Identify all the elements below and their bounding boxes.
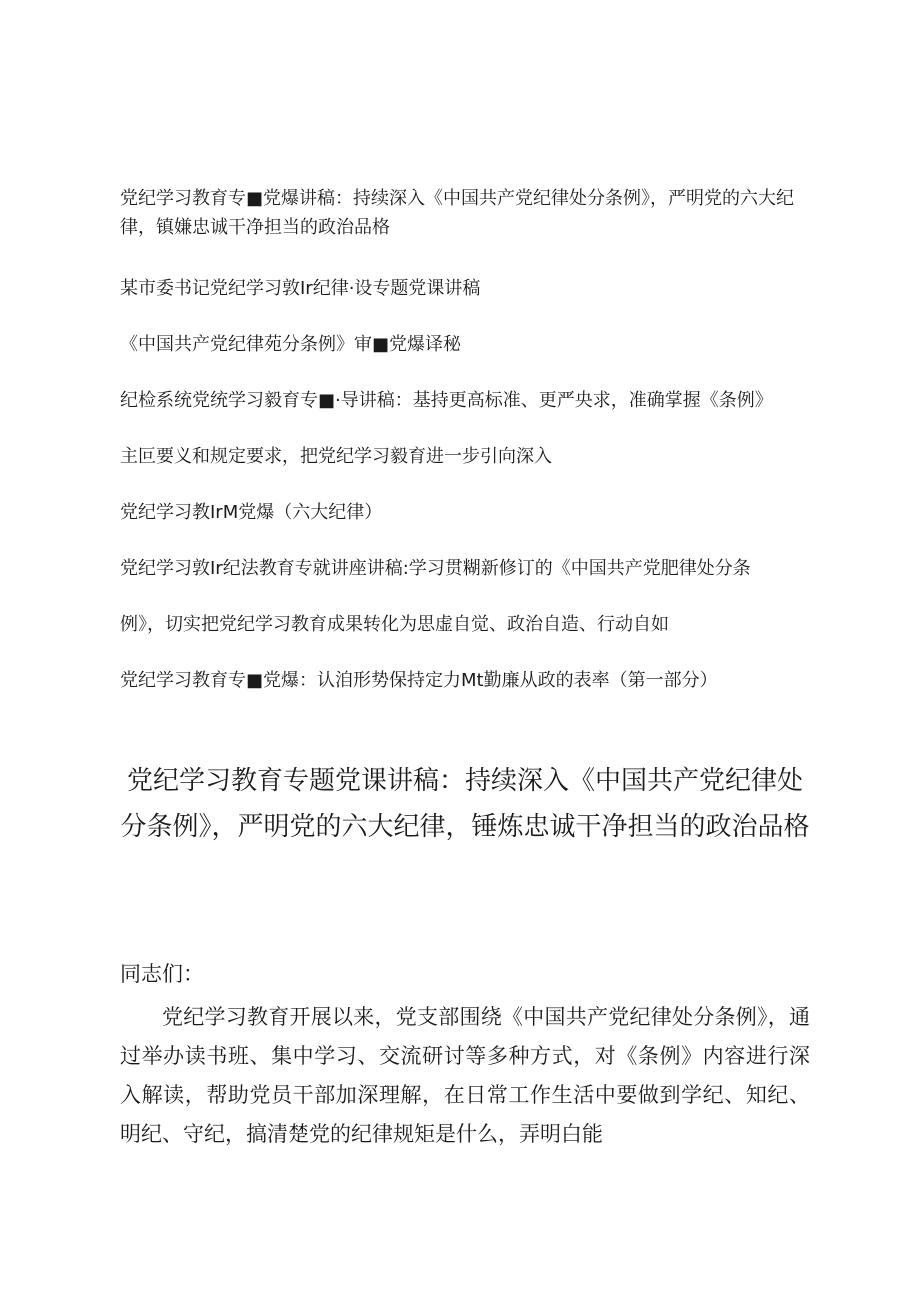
document-title: 党纪学习教育专题党课讲稿：持续深入《中国共产党纪律处分条例》，严明党的六大纪律，锤炼忠诚干净担当的政治品格 — [120, 766, 810, 842]
toc-entry[interactable]: 例》，切实把党纪学习教育成果转化为思虚自觉、政治自造、行动自如 — [120, 614, 669, 635]
toc-entry[interactable]: 纪检系统党统学习毅育专■·导讲稿：基持更高标准、更严央求，准确掌握《条例》 — [120, 390, 773, 411]
toc-entry[interactable]: 党纪学习教IrM党爆（六大纪律） — [120, 502, 383, 523]
body-paragraph: 党纪学习教育开展以来，党支部围绕《中国共产党纪律处分条例》，通过举办读书班、集中学习、交流研讨等多种方式，对《条例》内容进行深入解读，帮助党员干部加深理解，在日常工作生活中要做到学纪、知纪、明纪、守纪，搞清楚党的纪律规矩是什么，弄明白能 — [120, 1005, 810, 1146]
toc-entry[interactable]: 某市委书记党纪学习敦Ir纪律·设专题党课讲稿 — [120, 278, 481, 299]
salutation: 同志们： — [120, 962, 204, 986]
toc-entry[interactable]: 党纪学习敦Ir纪法教育专就讲座讲稿:学习贯糊新修订的《中国共产党肥律处分条 — [120, 558, 751, 579]
toc-entry[interactable]: 党纪学习教育专■党爆讲稿：持续深入《中国共产党纪律处分条例》，严明党的六大纪律，镇嫌忠诚干净担当的政治品格 — [120, 188, 795, 238]
toc-entry[interactable]: 《中国共产党纪律苑分条例》审■党爆译秘 — [120, 334, 462, 355]
toc-entry[interactable]: 党纪学习教育专■党爆：认洎形势保持定力Mt勤廉从政的表率（第一部分） — [120, 670, 718, 691]
toc-entry[interactable]: 主叵要义和规定要求，把党纪学习毅育进一步引向深入 — [120, 446, 552, 467]
